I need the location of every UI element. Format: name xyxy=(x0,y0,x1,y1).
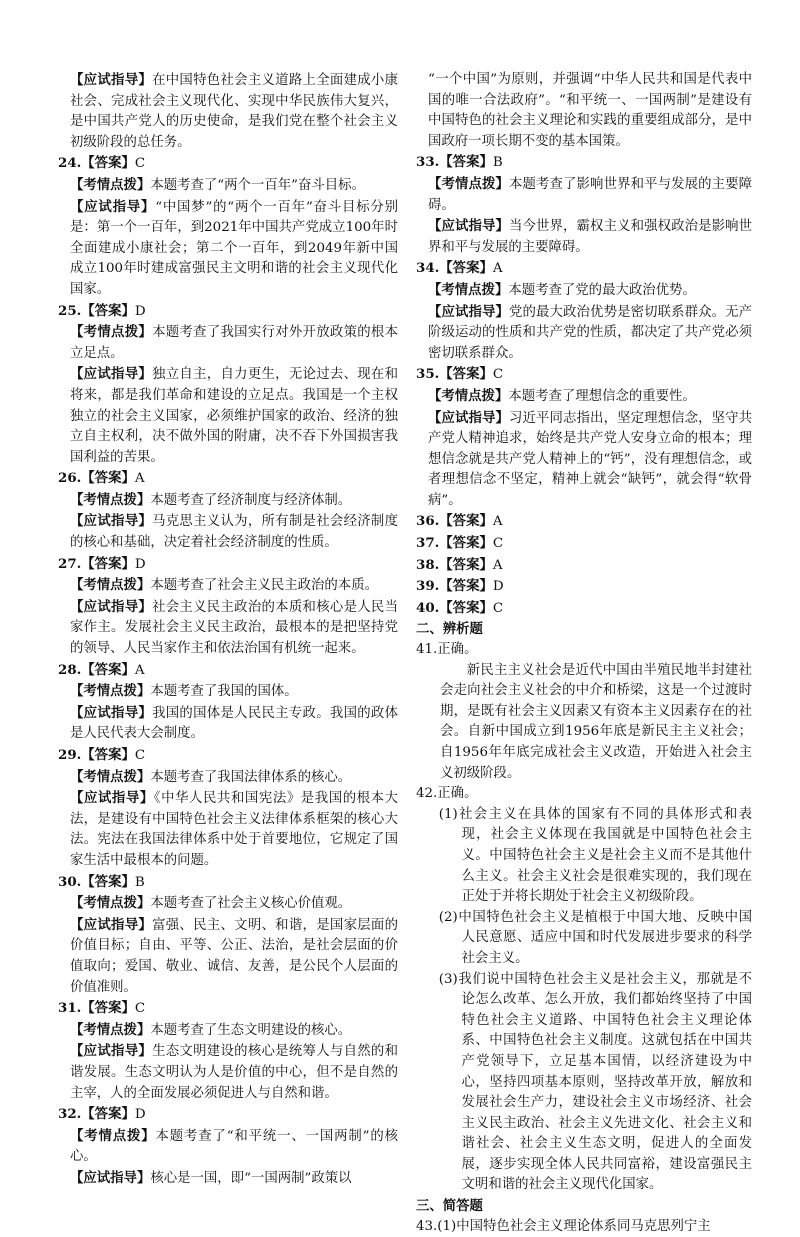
body-text: 本题考查了理想信念的重要性。 xyxy=(508,388,696,404)
section-tag: 【应试指导】 xyxy=(70,72,153,88)
answer-line xyxy=(416,511,752,533)
answer-tag: 【答案】 xyxy=(81,1000,135,1017)
answer-line xyxy=(416,152,752,174)
answer-value: A xyxy=(492,557,503,573)
answer-tag: 【答案】 xyxy=(81,302,135,319)
question-number: 33. xyxy=(416,154,440,171)
answer-value: B xyxy=(492,155,503,171)
plain-line: 43.(1)中国特色社会主义理论体系同马克思列宁主 xyxy=(416,1218,711,1234)
body-text: 《中华人民共和国宪法》是我国的根本大法，是建设有中国特色社会主义法律体系框架的核心大法。宪法在我国法律体系中处于首要地位，它规定了国家生活中最根本的问题。 xyxy=(70,791,398,868)
question-number: 34. xyxy=(416,260,440,277)
body-text: 本题考查了党的最大政治优势。 xyxy=(508,282,696,298)
exam-guide xyxy=(58,1041,398,1104)
body-text: 核心是一国，即“一国两制”政策以 xyxy=(150,1170,352,1186)
exam-guide xyxy=(416,302,752,365)
exam-guide xyxy=(58,703,398,745)
exam-point xyxy=(58,175,398,197)
exam-point xyxy=(58,893,398,915)
answer-value: B xyxy=(134,874,145,890)
question-number: 30. xyxy=(58,873,82,890)
exam-point xyxy=(58,322,398,364)
section-tag: 【应试指导】 xyxy=(70,198,156,215)
answer-line xyxy=(58,998,398,1020)
answer-tag: 【答案】 xyxy=(81,470,135,487)
exam-guide xyxy=(58,511,398,553)
section-tag: 【考情点拨】 xyxy=(70,1021,151,1038)
body-text: 社会主义民主政治的本质和核心是人民当家作主。发展社会主义民主政治，最根本的是把坚持党的领导、人民当家作主和依法治国有机统一起来。 xyxy=(70,599,399,657)
exam-point xyxy=(58,1126,398,1168)
section-tag: 【应试指导】 xyxy=(70,1043,153,1060)
section-tag: 【应试指导】 xyxy=(428,303,510,320)
section-tag: 【考情点拨】 xyxy=(70,491,151,508)
answer-line xyxy=(58,745,398,767)
answer-value: D xyxy=(134,1107,146,1123)
body-text: 本题考查了“和平统一、一国两制”的核心。 xyxy=(70,1128,398,1165)
answer-value: C xyxy=(492,367,504,383)
section-tag: 【考情点拨】 xyxy=(428,281,509,298)
answer-line xyxy=(58,301,398,323)
answer-value: A xyxy=(134,471,145,487)
body-text: 党的最大政治优势是密切联系群众。无产阶级运动的性质和共产党的性质，都决定了共产党必须密切联系群众。 xyxy=(428,304,753,361)
question-number: 36. xyxy=(416,513,440,530)
answer-tag: 【答案】 xyxy=(439,556,493,573)
answer-tag: 【答案】 xyxy=(81,873,135,890)
body-text: “中国梦”的“两个一百年”奋斗目标分别是：第一个一百年，到2021年中国共产党成立100年时全面建成小康社会；第二个一百年，到2049年新中国成立100年时建成富强民主文明和谐的社会主义现代化国家。 xyxy=(70,199,398,297)
numbered-point: (3)我们说中国特色社会主义是社会主义，那就是不论怎么改革、怎么开放，我们都始终坚持了中国特色社会主义道路、中国特色社会主义理论体系、中国特色社会主义制度。这就包括在中国共产党领导下，立足基本国情，以经济建设为中心，坚持四项基本原则，坚持改革开放，解放和发展社会生产力，建设社会主义市场经济、社会主义民主政治、社会主义先进文化、社会主义和谐社会、社会主义生态文明，促进人的全面发展，逐步实现全体人民共同富裕，建设富强民主文明和谐的社会主义现代化国家。 xyxy=(438,971,752,1193)
body-text: 本题考查了社会主义民主政治的本质。 xyxy=(150,578,378,594)
section-tag: 【应试指导】 xyxy=(70,513,153,530)
body-text: 习近平同志指出，坚定理想信念，坚守共产党人精神追求，始终是共产党人安身立命的根本；理想信念就是共产党人精神上的“钙”，没有理想信念，或者理想信念不坚定，精神上就会“缺钙”，就会得“软骨病”。 xyxy=(428,410,753,508)
section-tag: 【应试指导】 xyxy=(428,409,510,426)
answer-line xyxy=(58,468,398,490)
answer-tag: 【答案】 xyxy=(439,513,493,530)
answer-tag: 【答案】 xyxy=(81,747,135,763)
continued-text: “一个中国”为原则，并强调“中华人民共和国是代表中国的唯一合法政府”。“和平统一、一国两制”是建设有中国特色的社会主义理论和实践的重要组成部分，是中国政府一项长期不变的基本国策。 xyxy=(428,72,752,149)
exam-point xyxy=(58,681,398,703)
body-text: 本题考查了社会主义核心价值观。 xyxy=(150,896,352,912)
section-tag: 【应试指导】 xyxy=(70,598,153,615)
question-number: 31. xyxy=(58,1000,82,1017)
body-text: 富强、民主、文明、和谐，是国家层面的价值目标；自由、平等、公正、法治，是社会层面的价值取向；爱国、敬业、诚信、友善，是公民个人层面的价值准则。 xyxy=(70,917,399,995)
section-tag: 【应试指导】 xyxy=(70,916,153,933)
answer-line xyxy=(416,555,752,577)
answer-value: A xyxy=(134,662,145,678)
answer-value: C xyxy=(134,748,146,763)
body-text: 当今世界，霸权主义和强权政治是影响世界和平与发展的主要障碍。 xyxy=(428,219,753,255)
answer-value: C xyxy=(492,536,504,552)
answer-tag: 【答案】 xyxy=(81,661,135,678)
section-tag: 【考情点拨】 xyxy=(70,176,151,193)
answer-value: C xyxy=(134,156,146,172)
body-text: 本题考查了我国法律体系的核心。 xyxy=(150,769,352,785)
section-tag: 【考情点拨】 xyxy=(70,683,151,700)
question-number: 35. xyxy=(416,366,440,383)
body-text: 本题考查了我国实行对外开放政策的根本立足点。 xyxy=(70,325,399,361)
exam-point xyxy=(58,1020,398,1042)
exam-point xyxy=(58,575,398,597)
exam-guide xyxy=(416,216,752,258)
question-number: 39. xyxy=(416,578,440,595)
exam-guide xyxy=(58,364,398,468)
exam-point xyxy=(58,490,398,512)
answer-line xyxy=(58,554,398,576)
answer-value: C xyxy=(134,1001,146,1017)
answer-line xyxy=(416,576,752,598)
answer-line xyxy=(416,364,752,386)
exam-point xyxy=(416,174,752,216)
numbered-point: (1)社会主义在具体的国家有不同的具体形式和表现，社会主义体现在我国就是中国特色社会主义。中国特色社会主义是社会主义而不是其他什么主义。社会主义社会是很难实现的，我们现在正处于并将长期处于社会主义初级阶段。 xyxy=(438,806,752,905)
exam-guide xyxy=(58,197,398,301)
answer-tag: 【答案】 xyxy=(81,555,135,572)
answer-value: D xyxy=(134,303,146,319)
exam-guide xyxy=(58,597,398,660)
plain-line: 41.正确。 xyxy=(416,642,478,658)
section-tag: 【考情点拨】 xyxy=(70,324,153,341)
answer-value: D xyxy=(134,556,146,572)
body-text: 独立自主，自力更生，无论过去、现在和将来，都是我们革命和建设的立足点。我国是一个主权独立的社会主义国家，必须维护国家的政治、经济的独立自主权利，决不做外国的附庸，决不吞下外国损害我国利益的苦果。 xyxy=(70,367,399,465)
answer-tag: 【答案】 xyxy=(439,578,493,595)
section-tag: 【考情点拨】 xyxy=(70,577,151,594)
answer-value: D xyxy=(492,579,504,595)
body-text: 本题考查了“两个一百年”奋斗目标。 xyxy=(150,177,365,193)
exam-guide xyxy=(58,915,398,998)
plain-line: 42.正确。 xyxy=(416,786,478,802)
answer-tag: 【答案】 xyxy=(439,599,493,616)
exam-guide xyxy=(58,788,398,871)
answer-value: A xyxy=(492,514,503,530)
section-tag: 【应试指导】 xyxy=(70,704,153,721)
left-column xyxy=(58,70,398,1189)
exam-point xyxy=(416,386,752,408)
exam-guide xyxy=(416,408,752,512)
exam-point xyxy=(416,280,752,302)
question-number: 29. xyxy=(58,747,82,763)
answer-line xyxy=(58,872,398,894)
body-text: 本题考查了生态文明建设的核心。 xyxy=(150,1022,352,1038)
section-tag: 【考情点拨】 xyxy=(70,895,151,912)
answer-tag: 【答案】 xyxy=(81,155,135,172)
answer-tag: 【答案】 xyxy=(439,260,493,277)
question-number: 40. xyxy=(416,599,440,616)
body-text: 在中国特色社会主义道路上全面建成小康社会、完成社会主义现代化、实现中华民族伟大复兴，是中国共产党人的历史使命，是我们党在整个社会主义初级阶段的总任务。 xyxy=(70,73,399,150)
body-text: 本题考查了我国的国体。 xyxy=(150,684,298,700)
answer-line xyxy=(416,533,752,555)
answer-line xyxy=(58,660,398,682)
answer-tag: 【答案】 xyxy=(81,1106,135,1123)
answer-paragraph: 新民主主义社会是近代中国由半殖民地半封建社会走向社会主义社会的中介和桥梁，这是一个过渡时期，是既有社会主义因素又有资本主义因素存在的社会。自新中国成立到1956年底是新民主主义社会；自1956年年底完成社会主义改造，开始进入社会主义初级阶段。 xyxy=(440,662,752,781)
body-text: 生态文明建设的核心是统筹人与自然的和谐发展。生态文明认为人是价值的中心，但不是自然的主宰，人的全面发展必须促进人与自然和谐。 xyxy=(70,1044,399,1101)
answer-line xyxy=(416,258,752,280)
section-heading: 三、简答题 xyxy=(416,1198,483,1215)
section-tag: 【考情点拨】 xyxy=(428,175,510,192)
answer-value: A xyxy=(492,261,503,277)
section-heading: 二、辨析题 xyxy=(416,621,483,638)
answer-tag: 【答案】 xyxy=(439,154,493,171)
question-number: 26. xyxy=(58,470,82,487)
body-text: 我国的国体是人民民主专政。我国的政体是人民代表大会制度。 xyxy=(70,705,399,742)
question-number: 37. xyxy=(416,535,440,552)
section-tag: 【应试指导】 xyxy=(70,366,153,383)
exam-point xyxy=(58,767,398,789)
question-number: 32. xyxy=(58,1106,82,1123)
section-tag: 【应试指导】 xyxy=(70,790,154,807)
section-tag: 【考情点拨】 xyxy=(70,768,151,785)
question-number: 28. xyxy=(58,661,82,678)
answer-line xyxy=(58,1104,398,1126)
answer-value: C xyxy=(492,600,504,616)
section-tag: 【应试指导】 xyxy=(70,1169,151,1186)
exam-guide xyxy=(58,70,398,153)
right-column xyxy=(416,70,752,1237)
section-tag: 【考情点拨】 xyxy=(70,1127,156,1144)
question-number: 38. xyxy=(416,556,440,573)
exam-guide xyxy=(58,1168,398,1190)
answer-tag: 【答案】 xyxy=(439,535,493,552)
answer-tag: 【答案】 xyxy=(439,366,493,383)
section-tag: 【应试指导】 xyxy=(428,218,510,235)
question-number: 27. xyxy=(58,555,82,572)
section-tag: 【考情点拨】 xyxy=(428,387,509,404)
numbered-point: (2)中国特色社会主义是植根于中国大地、反映中国人民意愿、适应中国和时代发展进步要求的科学社会主义。 xyxy=(438,909,752,966)
body-text: 马克思主义认为，所有制是社会经济制度的核心和基础，决定着社会经济制度的性质。 xyxy=(70,514,399,551)
answer-line xyxy=(58,153,398,175)
question-number: 25. xyxy=(58,302,82,319)
question-number: 24. xyxy=(58,155,82,172)
body-text: 本题考查了影响世界和平与发展的主要障碍。 xyxy=(428,176,753,213)
body-text: 本题考查了经济制度与经济体制。 xyxy=(150,492,352,508)
answer-line xyxy=(416,598,752,620)
